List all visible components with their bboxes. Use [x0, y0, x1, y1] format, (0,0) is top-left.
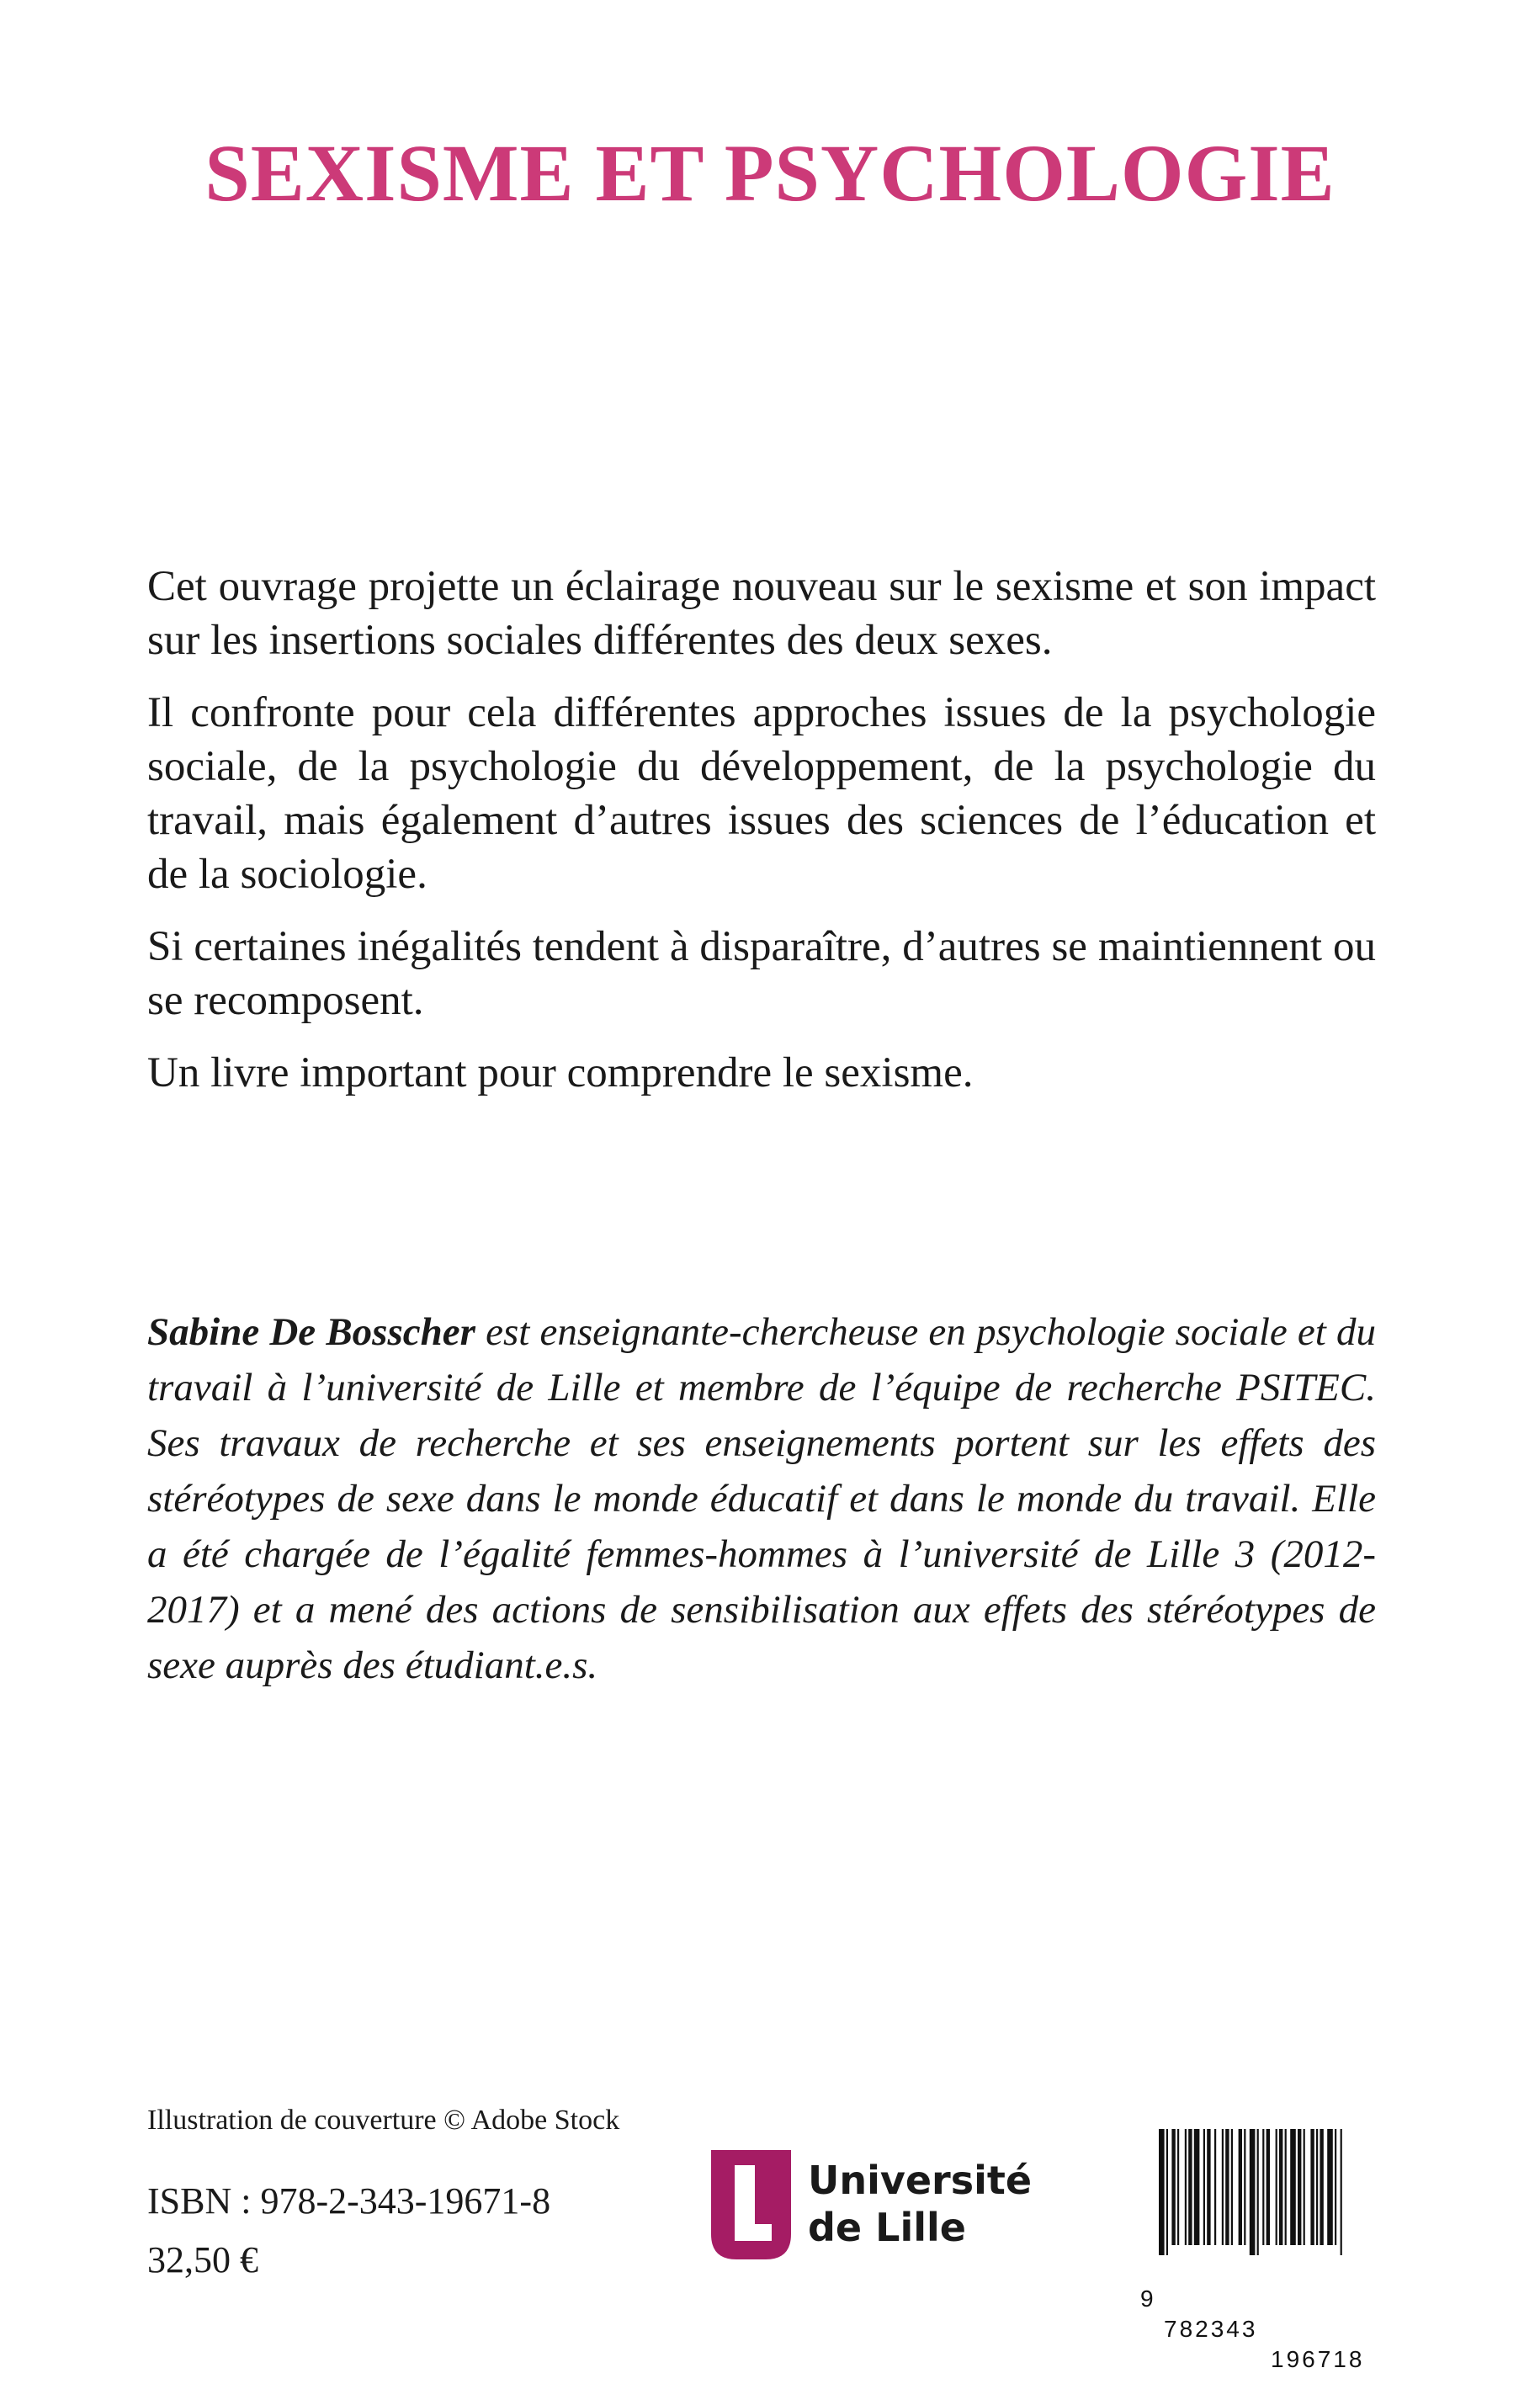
barcode-bar	[1203, 2129, 1205, 2245]
blurb-paragraph: Si certaines inégalités tendent à disparaître, d’autres se maintiennent ou se recomposent.	[147, 923, 1376, 1024]
barcode-group-1: 782343	[1164, 2316, 1258, 2342]
isbn-barcode	[1140, 2129, 1380, 2372]
barcode-lead-digit: 9	[1140, 2286, 1154, 2312]
logo-wordmark	[808, 2157, 1032, 2251]
barcode-bar	[1171, 2129, 1175, 2245]
book-title: SEXISME ET PSYCHOLOGIE	[204, 128, 1336, 218]
barcode-bar	[1279, 2129, 1282, 2245]
price: 32,50 €	[147, 2239, 258, 2280]
barcode-bar	[1177, 2129, 1179, 2245]
barcode-digits	[1140, 2254, 1380, 2405]
barcode-bar	[1310, 2129, 1314, 2245]
barcode-bar	[1231, 2129, 1233, 2245]
barcode-bar	[1267, 2129, 1270, 2245]
barcode-bar	[1276, 2129, 1277, 2245]
universite-de-lille-logo-icon	[711, 2150, 791, 2259]
barcode-bar	[1207, 2129, 1210, 2245]
logo-line-1: Université	[808, 2158, 1033, 2203]
isbn: ISBN : 978-2-343-19671-8	[147, 2180, 551, 2222]
blurb-paragraph: Il confronte pour cela différentes approches issues de la psychologie sociale, de la psychologie du développement, de la psychologie du travail, mais également d’autres issues des sciences de l’éducation et de la sociologie.	[147, 689, 1376, 898]
barcode-bar	[1194, 2129, 1200, 2245]
barcode-bar	[1327, 2129, 1333, 2245]
barcode-group-2: 196718	[1271, 2346, 1365, 2372]
barcode-bar	[1225, 2129, 1229, 2245]
barcode-bar	[1262, 2129, 1264, 2245]
blurb-paragraph: Cet ouvrage projette un éclairage nouveau sur le sexisme et son impact sur les insertions sociales différentes des deux sexes.	[147, 563, 1376, 664]
barcode-bar	[1250, 2129, 1256, 2255]
author-name: Sabine De Bosscher	[147, 1310, 475, 1354]
barcode-bar	[1316, 2129, 1318, 2245]
logo-line-2: de Lille	[808, 2205, 966, 2250]
author-bio-text: est enseignante-chercheuse en psychologie sociale et du travail à l’université de Lille et membre de l’équipe de recherche PSITEC. Ses travaux de recherche et ses enseignements portent sur les effets des stéréotypes de sexe dans le monde éducatif et dans le monde du travail. Elle a été chargée de l’égalité femmes-hommes à l’université de Lille 3 (2012-2017) et a mené des actions de sensibilisation aux effets des stéréotypes de sexe auprès des étudiant.e.s.	[147, 1310, 1376, 1687]
barcode-bar	[1222, 2129, 1224, 2245]
barcode-bar	[1298, 2129, 1301, 2245]
barcode-bar	[1239, 2129, 1242, 2245]
barcode-bar	[1341, 2129, 1342, 2255]
barcode-bar	[1244, 2129, 1245, 2245]
barcode-bar	[1285, 2129, 1287, 2245]
barcode-bar	[1214, 2129, 1216, 2245]
barcode-bars	[1140, 2129, 1380, 2255]
blurb	[147, 560, 1376, 1118]
barcode-bar	[1320, 2129, 1323, 2245]
barcode-bar	[1335, 2129, 1336, 2245]
barcode-bar	[1290, 2129, 1296, 2245]
universite-de-lille-logo	[711, 2150, 1031, 2259]
barcode-bar	[1188, 2129, 1192, 2245]
barcode-bar	[1159, 2129, 1165, 2255]
barcode-bar	[1166, 2129, 1168, 2255]
barcode-bar	[1304, 2129, 1305, 2245]
author-bio	[147, 1304, 1376, 1693]
cover-credit: Illustration de couverture © Adobe Stock	[147, 2105, 620, 2136]
barcode-bar	[1185, 2129, 1187, 2245]
blurb-paragraph: Un livre important pour comprendre le sexisme.	[147, 1049, 974, 1096]
barcode-bar	[1257, 2129, 1259, 2255]
